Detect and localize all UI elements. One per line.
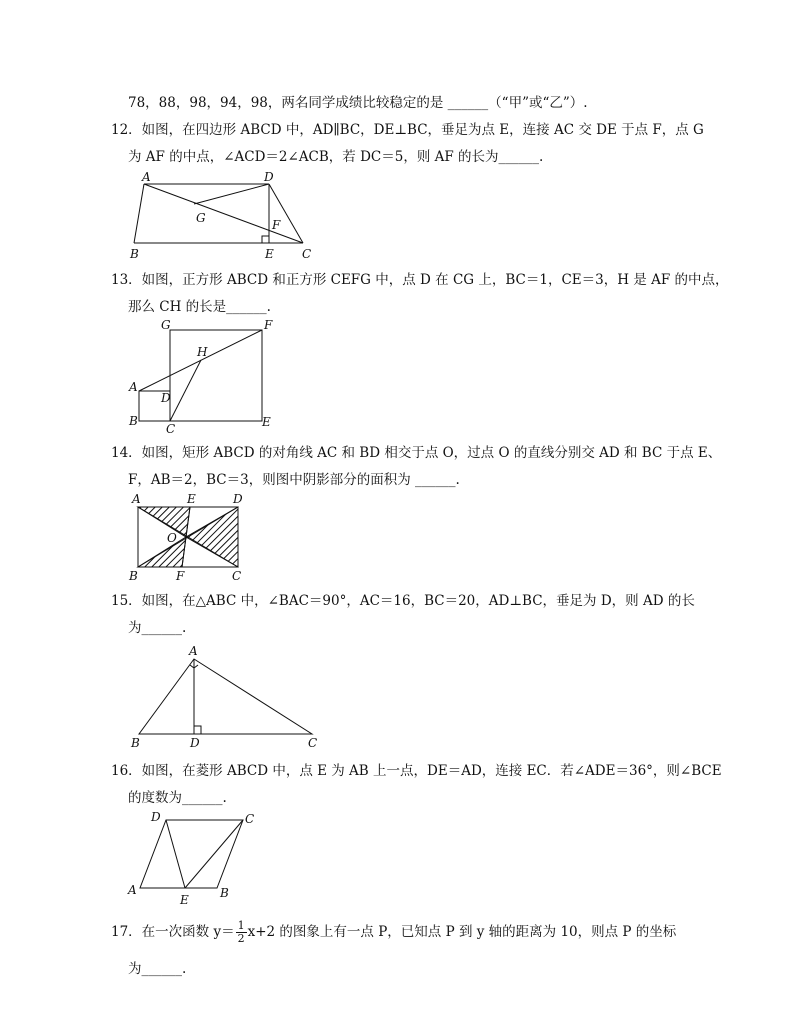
q12-seg-gd bbox=[194, 184, 269, 204]
q13-line1: 13．如图，正方形 ABCD 和正方形 CEFG 中，点 D 在 CG 上，BC＝1，CE＝3，H 是 AF 的中点， bbox=[111, 272, 729, 288]
q16-seg-de bbox=[166, 820, 185, 888]
q13-label-g: G bbox=[161, 318, 171, 332]
q12-right-angle bbox=[262, 236, 269, 243]
q17-fraction bbox=[236, 920, 247, 945]
q15-label-b: B bbox=[131, 736, 140, 750]
q16-seg-ec bbox=[185, 820, 243, 888]
q14-line2: F，AB＝2，BC＝3，则图中阴影部分的面积为 ______. bbox=[128, 472, 460, 488]
q16-rhombus-abcd bbox=[140, 820, 243, 888]
q15-line2: 为______. bbox=[128, 620, 187, 636]
q12-figure bbox=[122, 168, 322, 263]
q16-line1: 16．如图，在菱形 ABCD 中，点 E 为 AB 上一点，DE＝AD，连接 EC．若∠ADE＝36°，则∠BCE bbox=[111, 763, 722, 779]
q13-label-d: D bbox=[161, 391, 171, 405]
q13-line2: 那么 CH 的长是______. bbox=[128, 299, 271, 315]
q12-label-b: B bbox=[130, 247, 139, 261]
q17-line1 bbox=[111, 915, 676, 949]
q16-figure bbox=[122, 808, 267, 908]
q14-label-f: F bbox=[176, 569, 185, 583]
q14-shade-2 bbox=[186, 507, 238, 567]
q13-label-h: H bbox=[197, 345, 208, 359]
q12-line2: 为 AF 的中点，∠ACD＝2∠ACB，若 DC＝5，则 AF 的长为______. bbox=[128, 149, 544, 165]
q14-label-a: A bbox=[132, 492, 141, 506]
q15-label-d: D bbox=[190, 736, 200, 750]
q14-label-e: E bbox=[187, 492, 196, 506]
q17-line2: 为______. bbox=[128, 961, 187, 977]
q14-line1: 14．如图，矩形 ABCD 的对角线 AC 和 BD 相交于点 O，过点 O 的直线分别交 AD 和 BC 于点 E、 bbox=[111, 445, 722, 461]
q13-label-f: F bbox=[264, 318, 273, 332]
q15-label-a: A bbox=[189, 644, 198, 658]
q13-label-a: A bbox=[129, 380, 138, 394]
q12-seg-ac bbox=[144, 184, 303, 243]
q14-label-b: B bbox=[129, 569, 138, 583]
q16-label-a: A bbox=[128, 883, 137, 897]
q14-label-o: O bbox=[167, 531, 177, 545]
q12-label-f: F bbox=[272, 218, 281, 232]
q15-figure bbox=[122, 640, 332, 752]
q16-label-d: D bbox=[151, 810, 161, 824]
q15-line1: 15．如图，在△ABC 中，∠BAC＝90°，AC＝16，BC＝20，AD⊥BC，垂足为 D，则 AD 的长 bbox=[111, 593, 695, 609]
q12-label-d: D bbox=[264, 170, 274, 184]
q17-frac-den: 2 bbox=[237, 932, 245, 945]
q12-label-c: C bbox=[302, 247, 312, 261]
q12-seg-ab bbox=[134, 184, 144, 243]
q17-text-b: x+2 的图象上有一点 P，已知点 P 到 y 轴的距离为 10，则点 P 的坐标 bbox=[247, 924, 677, 940]
q12-line1: 12．如图，在四边形 ABCD 中，AD∥BC，DE⊥BC，垂足为点 E，连接 AC 交 DE 于点 F，点 G bbox=[111, 122, 704, 138]
q12-seg-dc bbox=[269, 184, 303, 243]
q16-label-e: E bbox=[180, 893, 189, 907]
q16-line2: 的度数为______. bbox=[128, 790, 227, 806]
q15-triangle-abc bbox=[139, 659, 312, 734]
q13-seg-ch bbox=[170, 360, 201, 421]
q16-label-c: C bbox=[245, 812, 255, 826]
q13-label-c: C bbox=[166, 422, 176, 436]
q13-square-cefg bbox=[170, 330, 262, 421]
q14-label-d: D bbox=[233, 492, 243, 506]
q17-frac-num: 1 bbox=[237, 919, 245, 932]
q14-label-c: C bbox=[232, 569, 242, 583]
q17-text-a: 17．在一次函数 y＝ bbox=[111, 924, 235, 940]
q13-figure bbox=[122, 318, 282, 438]
q15-label-c: C bbox=[308, 736, 318, 750]
q13-label-e: E bbox=[262, 415, 271, 429]
q13-label-b: B bbox=[129, 414, 138, 428]
q12-label-e: E bbox=[265, 247, 274, 261]
q12-label-a: A bbox=[142, 170, 151, 184]
q15-right-angle-d bbox=[194, 726, 201, 734]
q14-figure bbox=[122, 490, 262, 584]
q16-label-b: B bbox=[220, 886, 229, 900]
q12-label-g: G bbox=[196, 211, 206, 225]
q11-tail-text: 78，88，98，94，98，两名同学成绩比较稳定的是 ______（“甲”或“乙”）. bbox=[128, 95, 588, 111]
